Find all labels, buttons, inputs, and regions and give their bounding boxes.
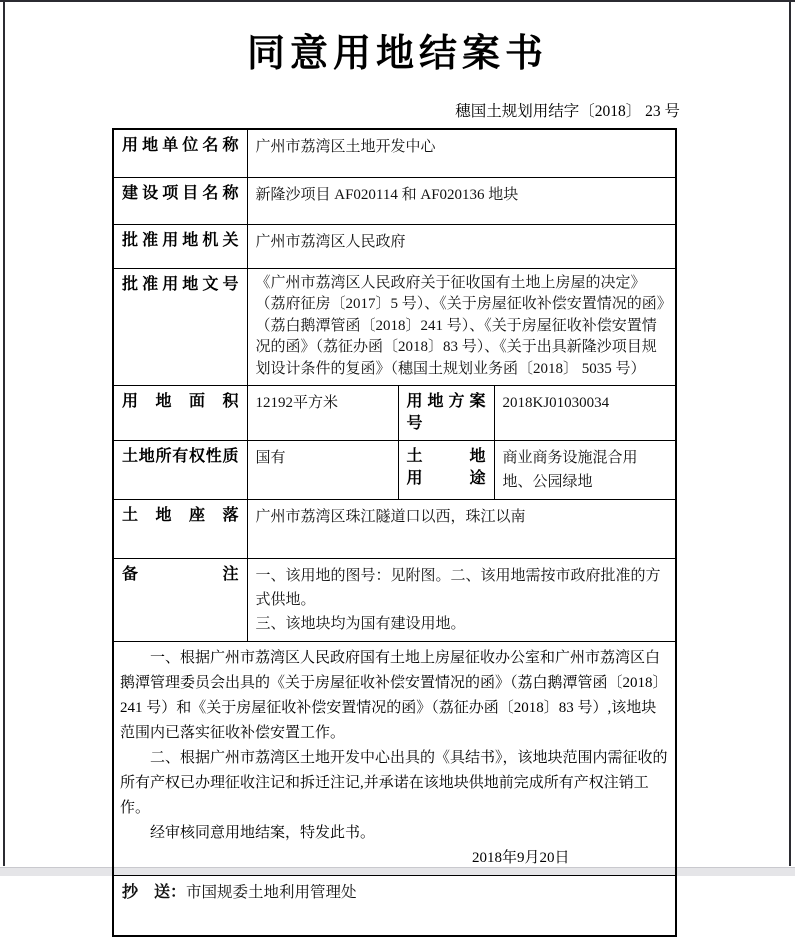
land-area-label-cell [113, 386, 247, 441]
ownership-label-cell [113, 441, 247, 500]
location-label: 土地座落 [122, 507, 239, 524]
row-remarks [113, 559, 676, 642]
plan-number-label: 用地方案号 [406, 393, 486, 432]
approval-doc-refs-value: 《广州市荔湾区人民政府关于征收国有土地上房屋的决定》（荔府征房〔2017〕5 号）、《关于房屋征收补偿安置情况的函》（荔白鹅潭管函〔2018〕241 号）、《关于房屋征收补偿安置情况的函》（荔征办函〔2018〕83 号）、《关于出具新隆沙项目规划设计条件的复函》（穗国土规划业务函〔2018〕 5035 号） [247, 268, 676, 386]
remarks-label: 备注 [122, 566, 239, 583]
row-approval-doc-refs [113, 268, 676, 386]
remarks-label-cell [113, 559, 247, 642]
issue-date: 2018年9月20日 [472, 850, 570, 866]
project-name-label: 建设项目名称 [122, 184, 239, 202]
page-edge-right [789, 0, 791, 866]
land-unit-label-cell [113, 129, 247, 177]
cc-value: 市国规委土地利用管理处 [186, 884, 357, 901]
land-area-value: 12192平方米 [247, 386, 398, 441]
land-approval-table [112, 128, 677, 937]
ownership-value: 国有 [247, 441, 398, 500]
ownership-label: 土地所有权性质 [122, 448, 239, 465]
row-ownership [113, 441, 676, 500]
approval-authority-label: 批准用地机关 [122, 231, 239, 249]
approval-authority-label-cell [113, 224, 247, 268]
cc-cell [113, 876, 676, 936]
row-conclusion [113, 642, 676, 876]
row-cc [113, 876, 676, 936]
land-use-value: 商业商务设施混合用地、公园绿地 [494, 441, 676, 500]
land-use-label-cell [398, 441, 494, 500]
approval-doc-refs-label-cell [113, 268, 247, 386]
row-land-unit [113, 129, 676, 177]
approval-authority-value: 广州市荔湾区人民政府 [247, 224, 676, 268]
row-approval-authority [113, 224, 676, 268]
remarks-line-1: 一、该用地的图号：见附图。二、该用地需按市政府批准的方式供地。 [255, 568, 661, 608]
row-project-name [113, 177, 676, 224]
document-number: 穗国土规划用结字〔2018〕 23 号 [455, 103, 680, 120]
conclusion-paragraph-2: 二、根据广州市荔湾区土地开发中心出具的《具结书》，该地块范围内需征收的所有产权已办理征收注记和拆迁注记,并承诺在该地块供地前完成所有产权注销工作。 [120, 750, 668, 816]
location-label-cell [113, 500, 247, 559]
project-name-label-cell [113, 177, 247, 224]
remarks-value-cell [247, 559, 676, 642]
project-name-value: 新隆沙项目 AF020114 和 AF020136 地块 [247, 177, 676, 224]
land-unit-value: 广州市荔湾区土地开发中心 [247, 129, 676, 177]
land-use-label-line1: 土地 [406, 448, 486, 465]
conclusion-cell [113, 642, 676, 876]
land-area-label: 用地面积 [122, 393, 239, 410]
row-land-area [113, 386, 676, 441]
approval-doc-refs-label: 批准用地文号 [122, 275, 239, 293]
plan-number-label-cell [398, 386, 494, 441]
page-edge-top [0, 0, 795, 2]
conclusion-paragraph-3: 经审核同意用地结案，特发此书。 [150, 825, 376, 841]
plan-number-value: 2018KJ01030034 [494, 386, 676, 441]
land-use-label-line2: 用途 [406, 470, 486, 487]
cc-label: 抄 送： [122, 884, 187, 901]
document-title: 同意用地结案书 [246, 33, 548, 75]
location-value: 广州市荔湾区珠江隧道口以西，珠江以南 [247, 500, 676, 559]
row-location [113, 500, 676, 559]
conclusion-paragraph-1: 一、根据广州市荔湾区人民政府国有土地上房屋征收办公室和广州市荔湾区白鹅潭管理委员会出具的《关于房屋征收补偿安置情况的函》（荔白鹅潭管函〔2018〕241 号）和《关于房屋征收补偿安置情况的函》（荔征办函〔2018〕83 号）,该地块范围内已落实征收补偿安置工作。 [120, 650, 668, 741]
page-edge-left [3, 0, 5, 866]
land-unit-label: 用地单位名称 [122, 137, 239, 154]
remarks-line-2: 三、该地块均为国有建设用地。 [255, 616, 466, 632]
